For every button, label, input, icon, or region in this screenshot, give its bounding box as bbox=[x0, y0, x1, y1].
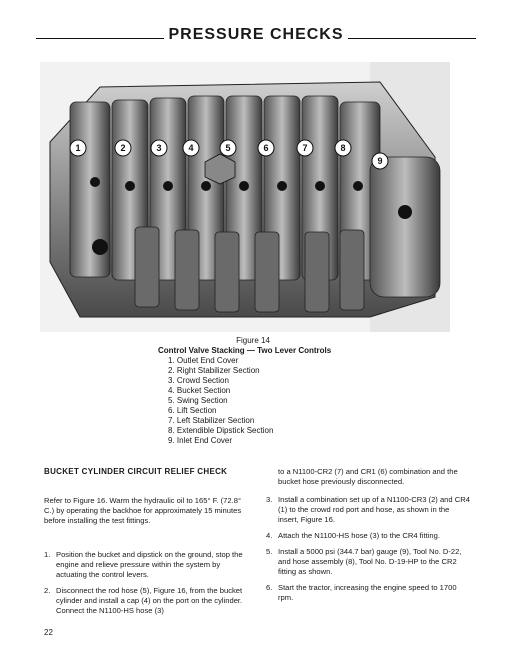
callout-6: 6 bbox=[263, 143, 269, 153]
step-text: Install a 5000 psi (344.7 bar) gauge (9), Tool No. D-22, and hose assembly (8), Tool No. D-19-HP to the CR2 fitting as shown. bbox=[278, 547, 462, 576]
figure-legend bbox=[158, 356, 458, 446]
callout-8: 8 bbox=[340, 143, 346, 153]
step-text: Start the tractor, increasing the engine speed to 1700 rpm. bbox=[278, 583, 457, 602]
step-text: Position the bucket and dipstick on the ground, stop the engine and relieve pressure within the system by actuating the control levers. bbox=[56, 550, 243, 579]
callout-4: 4 bbox=[188, 143, 194, 153]
step-item bbox=[44, 550, 252, 580]
figure-caption bbox=[158, 336, 458, 446]
figure-label: Figure 14 bbox=[236, 336, 270, 345]
legend-item: 4. Bucket Section bbox=[168, 386, 231, 395]
page-number: 22 bbox=[44, 628, 53, 637]
legend-item: 9. Inlet End Cover bbox=[168, 436, 233, 445]
step-text: Attach the N1100-HS hose (3) to the CR4 fitting. bbox=[278, 531, 440, 540]
page-title: PRESSURE CHECKS bbox=[168, 26, 344, 43]
legend-item: 3. Crowd Section bbox=[168, 376, 229, 385]
callout-9: 9 bbox=[377, 156, 383, 166]
callout-5: 5 bbox=[225, 143, 231, 153]
step-text: Disconnect the rod hose (5), Figure 16, from the bucket cylinder and install a cap (4) on the port on the cylinder. Connect the N1100-HS hose (3) bbox=[56, 586, 243, 615]
figure-subtitle: Control Valve Stacking — Two Lever Controls bbox=[158, 346, 332, 355]
legend-item: 1. Outlet End Cover bbox=[168, 356, 239, 365]
callout-1: 1 bbox=[75, 143, 81, 153]
legend-item: 5. Swing Section bbox=[168, 396, 228, 405]
step-continuation: to a N1100-CR2 (7) and CR1 (6) combination and the bucket hose previously disconnected. bbox=[278, 467, 458, 486]
step-item bbox=[44, 586, 252, 616]
page-header bbox=[36, 26, 476, 50]
step-number: 2. bbox=[44, 586, 51, 595]
step-number: 3. bbox=[266, 495, 273, 504]
valve-stack-photo bbox=[40, 62, 450, 332]
left-step-list bbox=[44, 550, 252, 622]
callout-3: 3 bbox=[156, 143, 162, 153]
step-text: Install a combination set up of a N1100-CR3 (2) and CR4 (1) to the crowd rod port and hose, as shown in the insert, Figure 16. bbox=[278, 495, 470, 524]
step-number: 6. bbox=[266, 583, 273, 592]
callout-2: 2 bbox=[120, 143, 126, 153]
step-item bbox=[266, 583, 470, 603]
step-number: 1. bbox=[44, 550, 51, 559]
step-item bbox=[266, 547, 470, 577]
step-item bbox=[266, 495, 470, 525]
legend-item: 8. Extendible Dipstick Section bbox=[168, 426, 274, 435]
legend-item: 6. Lift Section bbox=[168, 406, 217, 415]
section-heading: BUCKET CYLINDER CIRCUIT RELIEF CHECK bbox=[44, 467, 228, 476]
step-number: 5. bbox=[266, 547, 273, 556]
legend-item: 7. Left Stabilizer Section bbox=[168, 416, 255, 425]
step-item bbox=[266, 531, 470, 541]
legend-item: 2. Right Stabilizer Section bbox=[168, 366, 260, 375]
intro-paragraph: Refer to Figure 16. Warm the hydraulic oil to 165° F. (72.8° C.) by operating the backhoe for approximately 15 minutes before installing the test fittings. bbox=[44, 496, 242, 525]
header-rule-right bbox=[348, 38, 476, 39]
step-number: 4. bbox=[266, 531, 273, 540]
right-step-list bbox=[266, 467, 470, 609]
callout-7: 7 bbox=[302, 143, 308, 153]
